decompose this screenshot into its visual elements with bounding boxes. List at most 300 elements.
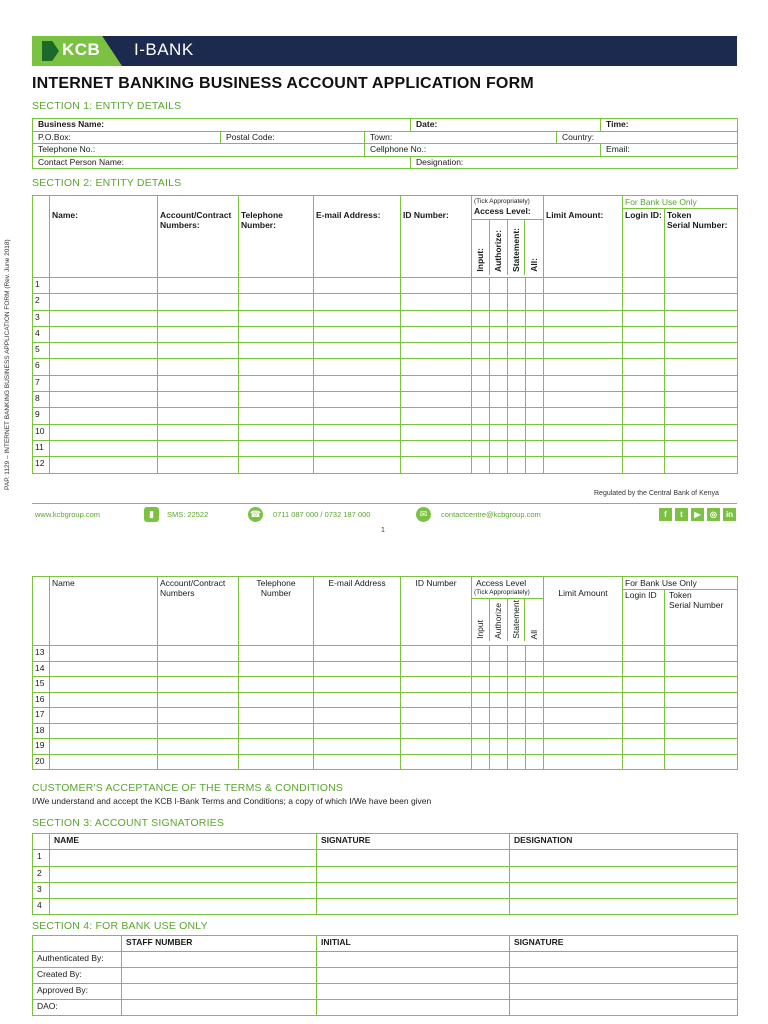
user-row-cell[interactable] — [472, 754, 490, 770]
user-row-cell[interactable] — [490, 408, 508, 424]
user-row-cell[interactable] — [544, 677, 623, 693]
bank-use-header — [623, 196, 738, 278]
user-row-cell[interactable] — [158, 310, 239, 326]
user-row-cell[interactable] — [623, 343, 665, 359]
user-row-cell[interactable] — [158, 359, 239, 375]
user-row-cell[interactable] — [526, 440, 544, 456]
user-row-cell[interactable] — [544, 708, 623, 724]
user-row-cell[interactable] — [508, 375, 526, 391]
user-row-cell[interactable] — [239, 739, 314, 755]
user-row-cell[interactable] — [490, 278, 508, 294]
user-row-cell[interactable] — [314, 646, 401, 662]
user-row-cell[interactable] — [472, 310, 490, 326]
user-row-cell[interactable] — [401, 754, 472, 770]
user-row-cell[interactable] — [50, 359, 158, 375]
user-row-cell[interactable] — [508, 692, 526, 708]
user-row-cell[interactable] — [158, 754, 239, 770]
user-row-cell[interactable] — [158, 677, 239, 693]
user-row-cell[interactable] — [665, 646, 738, 662]
user-row-cell[interactable] — [544, 375, 623, 391]
user-row-cell[interactable] — [50, 310, 158, 326]
email-field[interactable]: Email: — [601, 144, 738, 157]
user-row-cell[interactable] — [314, 440, 401, 456]
user-row-cell[interactable] — [526, 457, 544, 473]
user-row-cell[interactable] — [623, 723, 665, 739]
user-row-cell[interactable] — [665, 294, 738, 310]
user-row-cell[interactable] — [526, 677, 544, 693]
user-row-cell[interactable] — [314, 692, 401, 708]
user-row-cell[interactable] — [508, 310, 526, 326]
signatory-row-cell[interactable] — [510, 866, 738, 882]
user-row-cell[interactable] — [158, 375, 239, 391]
user-row-cell[interactable] — [508, 457, 526, 473]
po-box-field[interactable]: P.O.Box: — [33, 131, 221, 144]
user-row-cell[interactable] — [50, 692, 158, 708]
user-row-cell[interactable] — [314, 278, 401, 294]
user-row-cell[interactable] — [314, 310, 401, 326]
user-row-cell[interactable] — [490, 326, 508, 342]
user-row-cell[interactable] — [314, 723, 401, 739]
user-row-cell[interactable] — [508, 278, 526, 294]
user-row-cell[interactable] — [401, 661, 472, 677]
user-row-cell[interactable] — [401, 677, 472, 693]
user-row-cell[interactable] — [314, 424, 401, 440]
user-row-cell[interactable] — [401, 708, 472, 724]
user-row-cell[interactable] — [401, 646, 472, 662]
bank-use-row-cell[interactable] — [510, 952, 738, 968]
user-row-cell[interactable] — [490, 739, 508, 755]
bank-use-row-label: Authenticated By: — [33, 952, 122, 968]
user-row-cell[interactable] — [544, 392, 623, 408]
user-row-label: 15 — [33, 677, 50, 693]
postal-code-field[interactable]: Postal Code: — [221, 131, 365, 144]
bank-use-row-cell[interactable] — [122, 968, 317, 984]
user-row-cell[interactable] — [472, 457, 490, 473]
user-row-cell[interactable] — [526, 646, 544, 662]
user-row-cell[interactable] — [623, 310, 665, 326]
user-row-cell[interactable] — [544, 294, 623, 310]
user-row-cell[interactable] — [472, 692, 490, 708]
bank-signature-header: SIGNATURE — [510, 936, 738, 952]
country-field[interactable]: Country: — [557, 131, 738, 144]
user-row-cell[interactable] — [401, 343, 472, 359]
user-row-cell[interactable] — [158, 708, 239, 724]
users-table-body — [33, 278, 738, 474]
user-row-cell[interactable] — [526, 359, 544, 375]
user-row-cell[interactable] — [50, 708, 158, 724]
user-row-cell[interactable] — [314, 392, 401, 408]
signatory-row-cell[interactable] — [510, 850, 738, 866]
user-row-cell[interactable] — [526, 708, 544, 724]
bank-use-row-cell[interactable] — [510, 968, 738, 984]
user-row-cell[interactable] — [314, 708, 401, 724]
bank-use-row-cell[interactable] — [122, 952, 317, 968]
user-row-cell[interactable] — [50, 646, 158, 662]
user-row-cell[interactable] — [623, 739, 665, 755]
user-row-cell[interactable] — [50, 408, 158, 424]
user-row-cell[interactable] — [665, 424, 738, 440]
user-row-cell[interactable] — [314, 343, 401, 359]
user-row-cell[interactable] — [623, 754, 665, 770]
user-row-cell[interactable] — [158, 661, 239, 677]
user-row-cell[interactable] — [314, 326, 401, 342]
user-row-cell[interactable] — [490, 294, 508, 310]
user-row-cell[interactable] — [623, 457, 665, 473]
user-row-cell[interactable] — [158, 440, 239, 456]
user-row-cell[interactable] — [665, 375, 738, 391]
user-row-cell[interactable] — [490, 440, 508, 456]
user-row-cell[interactable] — [158, 294, 239, 310]
user-row-cell[interactable] — [401, 359, 472, 375]
user-row-cell[interactable] — [665, 359, 738, 375]
user-row-cell[interactable] — [239, 457, 314, 473]
user-row-cell[interactable] — [314, 661, 401, 677]
user-row-cell[interactable] — [526, 392, 544, 408]
user-row-cell[interactable] — [401, 408, 472, 424]
user-row-cell[interactable] — [314, 677, 401, 693]
twitter-icon[interactable]: t — [675, 508, 688, 521]
bank-use-row-label: DAO: — [33, 1000, 122, 1016]
user-row-cell[interactable] — [239, 754, 314, 770]
user-row-cell[interactable] — [472, 440, 490, 456]
signatory-row-cell[interactable] — [317, 866, 510, 882]
user-row-cell[interactable] — [239, 359, 314, 375]
user-row-cell[interactable] — [239, 692, 314, 708]
user-row-cell[interactable] — [508, 754, 526, 770]
user-row-cell[interactable] — [490, 359, 508, 375]
user-row-cell[interactable] — [314, 294, 401, 310]
user-row-cell[interactable] — [665, 440, 738, 456]
user-row-cell[interactable] — [544, 692, 623, 708]
user-row-cell[interactable] — [158, 739, 239, 755]
user-row-cell[interactable] — [239, 326, 314, 342]
user-row-cell[interactable] — [665, 754, 738, 770]
user-row-cell[interactable] — [508, 661, 526, 677]
user-row-cell[interactable] — [490, 310, 508, 326]
user-row-cell[interactable] — [490, 392, 508, 408]
user-row-cell[interactable] — [544, 646, 623, 662]
instagram-icon[interactable]: ◎ — [707, 508, 720, 521]
user-row-cell[interactable] — [665, 310, 738, 326]
user-row-cell[interactable] — [472, 739, 490, 755]
user-row-cell[interactable] — [544, 310, 623, 326]
user-row-cell[interactable] — [544, 326, 623, 342]
user-row-cell[interactable] — [158, 424, 239, 440]
user-row-cell[interactable] — [665, 457, 738, 473]
user-row-cell[interactable] — [544, 661, 623, 677]
bank-use-row-label: Approved By: — [33, 984, 122, 1000]
user-row-cell[interactable] — [50, 739, 158, 755]
user-row-cell[interactable] — [508, 294, 526, 310]
date-field[interactable]: Date: — [411, 119, 601, 132]
user-row-cell[interactable] — [50, 343, 158, 359]
user-row-cell[interactable] — [239, 708, 314, 724]
user-row-cell[interactable] — [526, 310, 544, 326]
linkedin-icon[interactable]: in — [723, 508, 736, 521]
user-row-cell[interactable] — [314, 457, 401, 473]
user-row-cell[interactable] — [472, 661, 490, 677]
user-row-cell[interactable] — [544, 440, 623, 456]
user-row-cell[interactable] — [665, 677, 738, 693]
user-row-cell[interactable] — [544, 408, 623, 424]
table-row — [33, 408, 738, 424]
user-row-cell[interactable] — [623, 440, 665, 456]
user-row-cell[interactable] — [544, 457, 623, 473]
user-row-cell[interactable] — [665, 661, 738, 677]
user-row-cell[interactable] — [401, 278, 472, 294]
youtube-icon[interactable]: ▶ — [691, 508, 704, 521]
user-row-cell[interactable] — [401, 375, 472, 391]
user-row-cell[interactable] — [401, 326, 472, 342]
user-row-cell[interactable] — [508, 708, 526, 724]
user-row-cell[interactable] — [50, 392, 158, 408]
user-row-cell[interactable] — [239, 343, 314, 359]
signatory-row-cell[interactable] — [317, 899, 510, 915]
user-row-cell[interactable] — [490, 754, 508, 770]
signatory-row-cell[interactable] — [50, 899, 317, 915]
user-row-cell[interactable] — [526, 723, 544, 739]
user-row-cell[interactable] — [490, 661, 508, 677]
user-row-cell[interactable] — [50, 278, 158, 294]
user-row-cell[interactable] — [472, 278, 490, 294]
user-row-cell[interactable] — [158, 343, 239, 359]
time-field[interactable]: Time: — [601, 119, 738, 132]
user-row-cell[interactable] — [623, 278, 665, 294]
user-row-cell[interactable] — [401, 424, 472, 440]
user-row-cell[interactable] — [472, 392, 490, 408]
user-row-cell[interactable] — [472, 294, 490, 310]
user-row-cell[interactable] — [50, 375, 158, 391]
login-id-label: Login ID — [623, 590, 665, 645]
user-row-cell[interactable] — [50, 754, 158, 770]
user-row-label: 18 — [33, 723, 50, 739]
user-row-cell[interactable] — [158, 692, 239, 708]
user-row-cell[interactable] — [490, 375, 508, 391]
user-row-cell[interactable] — [623, 375, 665, 391]
user-row-cell[interactable] — [508, 646, 526, 662]
user-row-cell[interactable] — [544, 723, 623, 739]
user-row-cell[interactable] — [526, 692, 544, 708]
signatory-row-cell[interactable] — [50, 866, 317, 882]
user-row-cell[interactable] — [50, 661, 158, 677]
user-row-cell[interactable] — [472, 408, 490, 424]
user-row-cell[interactable] — [623, 359, 665, 375]
user-row-cell[interactable] — [239, 392, 314, 408]
user-row-cell[interactable] — [623, 692, 665, 708]
user-row-cell[interactable] — [526, 424, 544, 440]
user-row-cell[interactable] — [526, 408, 544, 424]
user-row-cell[interactable] — [508, 677, 526, 693]
user-row-cell[interactable] — [490, 343, 508, 359]
user-row-cell[interactable] — [472, 723, 490, 739]
user-row-cell[interactable] — [472, 326, 490, 342]
user-row-cell[interactable] — [239, 375, 314, 391]
signatory-row-cell[interactable] — [317, 882, 510, 898]
user-row-cell[interactable] — [472, 677, 490, 693]
user-row-cell[interactable] — [239, 440, 314, 456]
signatory-row-cell[interactable] — [50, 882, 317, 898]
user-row-cell[interactable] — [472, 424, 490, 440]
user-row-cell[interactable] — [490, 424, 508, 440]
user-row-cell[interactable] — [401, 294, 472, 310]
user-row-cell[interactable] — [623, 326, 665, 342]
user-row-cell[interactable] — [490, 692, 508, 708]
user-row-cell[interactable] — [239, 646, 314, 662]
user-row-cell[interactable] — [158, 278, 239, 294]
user-row-cell[interactable] — [401, 692, 472, 708]
user-row-cell[interactable] — [50, 294, 158, 310]
facebook-icon[interactable]: f — [659, 508, 672, 521]
user-row-cell[interactable] — [314, 359, 401, 375]
user-row-cell[interactable] — [508, 326, 526, 342]
user-row-cell[interactable] — [544, 359, 623, 375]
user-row-cell[interactable] — [401, 723, 472, 739]
user-row-cell[interactable] — [239, 310, 314, 326]
user-row-cell[interactable] — [665, 392, 738, 408]
user-row-cell[interactable] — [526, 343, 544, 359]
user-row-cell[interactable] — [472, 359, 490, 375]
user-row-cell[interactable] — [508, 739, 526, 755]
user-row-cell[interactable] — [472, 375, 490, 391]
user-row-cell[interactable] — [239, 408, 314, 424]
user-row-cell[interactable] — [490, 723, 508, 739]
user-row-cell[interactable] — [623, 708, 665, 724]
bank-use-row-cell[interactable] — [122, 984, 317, 1000]
user-row-cell[interactable] — [623, 408, 665, 424]
user-row-cell[interactable] — [508, 723, 526, 739]
bank-use-row-cell[interactable] — [317, 984, 510, 1000]
user-row-cell[interactable] — [239, 278, 314, 294]
user-row-cell[interactable] — [314, 408, 401, 424]
user-row-cell[interactable] — [665, 326, 738, 342]
user-row-cell[interactable] — [50, 457, 158, 473]
user-row-cell[interactable] — [50, 326, 158, 342]
user-row-cell[interactable] — [50, 677, 158, 693]
website-link[interactable]: www.kcbgroup.com — [35, 510, 101, 519]
user-row-cell[interactable] — [239, 677, 314, 693]
signatory-row-cell[interactable] — [510, 899, 738, 915]
user-row-cell[interactable] — [490, 646, 508, 662]
user-row-cell[interactable] — [544, 739, 623, 755]
telephone-header-line2: Number: — [241, 220, 276, 230]
user-row-cell[interactable] — [665, 278, 738, 294]
user-row-cell[interactable] — [158, 723, 239, 739]
email-link[interactable]: contactcentre@kcbgroup.com — [441, 510, 541, 519]
user-row-cell[interactable] — [623, 646, 665, 662]
user-row-cell[interactable] — [623, 294, 665, 310]
user-row-cell[interactable] — [490, 457, 508, 473]
user-row-cell[interactable] — [623, 677, 665, 693]
tick-note: (Tick Appropriately) — [474, 198, 530, 205]
bank-use-row-cell[interactable] — [317, 968, 510, 984]
contact-person-field[interactable]: Contact Person Name: — [33, 156, 411, 169]
user-row-cell[interactable] — [158, 646, 239, 662]
user-row-cell[interactable] — [544, 424, 623, 440]
user-row-cell[interactable] — [472, 708, 490, 724]
bank-use-row-cell[interactable] — [510, 984, 738, 1000]
user-row-cell[interactable] — [239, 661, 314, 677]
user-row-cell[interactable] — [665, 708, 738, 724]
user-row-cell[interactable] — [158, 392, 239, 408]
user-row-cell[interactable] — [508, 392, 526, 408]
signatory-row-label: 1 — [33, 850, 50, 866]
bank-use-row-cell[interactable] — [317, 1000, 510, 1016]
user-row-cell[interactable] — [50, 723, 158, 739]
user-row-cell[interactable] — [526, 326, 544, 342]
user-row-cell[interactable] — [401, 310, 472, 326]
town-field[interactable]: Town: — [365, 131, 557, 144]
users-table-continued — [32, 576, 738, 770]
signatory-row-cell[interactable] — [50, 850, 317, 866]
user-row-cell[interactable] — [526, 739, 544, 755]
user-row-cell[interactable] — [472, 646, 490, 662]
user-row-cell[interactable] — [158, 326, 239, 342]
user-row-cell[interactable] — [623, 424, 665, 440]
user-row-cell[interactable] — [508, 343, 526, 359]
user-row-cell[interactable] — [158, 408, 239, 424]
user-row-cell[interactable] — [526, 754, 544, 770]
user-row-cell[interactable] — [665, 723, 738, 739]
bank-use-row-cell[interactable] — [510, 1000, 738, 1016]
user-row-cell[interactable] — [401, 739, 472, 755]
user-row-cell[interactable] — [623, 661, 665, 677]
authorize-label: Authorize: — [493, 229, 504, 272]
user-row-cell[interactable] — [472, 343, 490, 359]
user-row-cell[interactable] — [50, 424, 158, 440]
user-row-cell[interactable] — [401, 457, 472, 473]
user-row-cell[interactable] — [508, 440, 526, 456]
user-row-cell[interactable] — [239, 723, 314, 739]
user-row-cell[interactable] — [401, 392, 472, 408]
user-row-cell[interactable] — [665, 692, 738, 708]
user-row-cell[interactable] — [526, 294, 544, 310]
user-row-cell[interactable] — [314, 739, 401, 755]
user-row-cell[interactable] — [526, 278, 544, 294]
bank-use-row-cell[interactable] — [317, 952, 510, 968]
business-name-field[interactable]: Business Name: — [33, 119, 411, 132]
email-header: E-mail Address — [314, 577, 401, 646]
signatory-row-cell[interactable] — [317, 850, 510, 866]
telephone-field[interactable]: Telephone No.: — [33, 144, 365, 157]
user-row-cell[interactable] — [665, 739, 738, 755]
user-row-cell[interactable] — [623, 392, 665, 408]
user-row-cell[interactable] — [490, 677, 508, 693]
user-row-cell[interactable] — [526, 375, 544, 391]
user-row-cell[interactable] — [401, 440, 472, 456]
user-row-cell[interactable] — [665, 408, 738, 424]
user-row-cell[interactable] — [490, 708, 508, 724]
user-row-cell[interactable] — [239, 424, 314, 440]
user-row-cell[interactable] — [314, 375, 401, 391]
user-row-cell[interactable] — [544, 754, 623, 770]
user-row-cell[interactable] — [544, 343, 623, 359]
user-row-cell[interactable] — [665, 343, 738, 359]
user-row-cell[interactable] — [508, 408, 526, 424]
user-row-cell[interactable] — [508, 359, 526, 375]
user-row-cell[interactable] — [526, 661, 544, 677]
sms-icon: ▮ — [144, 507, 159, 522]
bank-use-row-cell[interactable] — [122, 1000, 317, 1016]
user-row-cell[interactable] — [50, 440, 158, 456]
user-row-cell[interactable] — [239, 294, 314, 310]
cellphone-field[interactable]: Cellphone No.: — [365, 144, 601, 157]
signatory-row-cell[interactable] — [510, 882, 738, 898]
designation-field[interactable]: Designation: — [411, 156, 738, 169]
user-row-cell[interactable] — [314, 754, 401, 770]
user-row-cell[interactable] — [544, 278, 623, 294]
user-row-cell[interactable] — [508, 424, 526, 440]
user-row-cell[interactable] — [158, 457, 239, 473]
